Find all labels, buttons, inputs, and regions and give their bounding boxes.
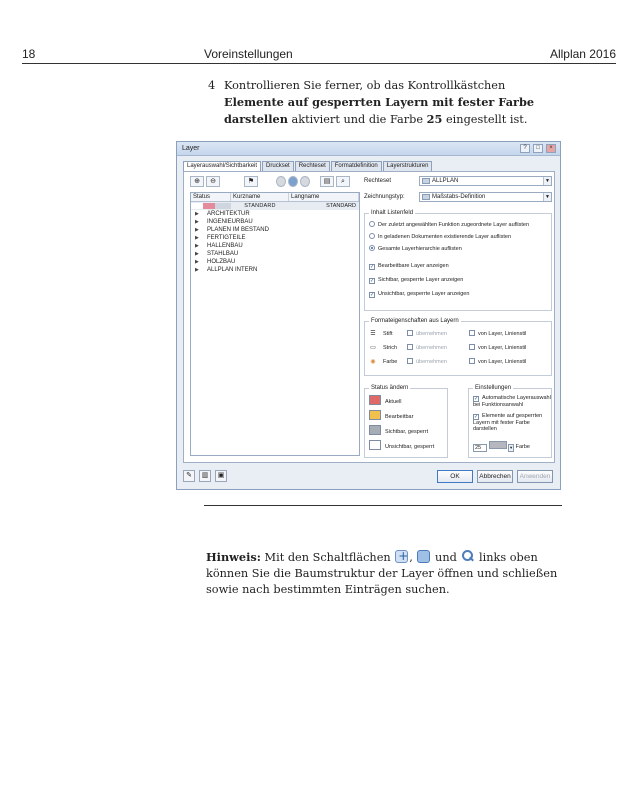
step-text-part: Kontrollieren Sie ferner, ob das Kontrollkästchen	[224, 79, 506, 92]
rechteset-icon	[422, 178, 430, 184]
status-circle-icon[interactable]	[276, 176, 286, 187]
tree-item[interactable]	[191, 218, 359, 226]
checkbox-label: Elemente auf gesperrten Layern mit fester Farbe darstellen	[473, 413, 543, 432]
step-4	[208, 78, 568, 128]
checkbox[interactable]	[469, 344, 475, 350]
radio-label: Gesamte Layerhierarchie auflisten	[378, 246, 462, 252]
tab-rechteset[interactable]: Rechteset	[295, 161, 330, 171]
status-sichtbar-gesperrt[interactable]	[369, 425, 428, 437]
status-label: Sichtbar, gesperrt	[385, 429, 429, 435]
checkbox-label: Bearbeitbare Layer anzeigen	[378, 263, 449, 269]
status-title: Status ändern	[371, 385, 409, 391]
line-type-icon: ▭	[370, 345, 376, 351]
color-swatch[interactable]	[489, 441, 507, 449]
checkbox-option[interactable]	[369, 262, 449, 270]
expand-arrow-icon[interactable]: ▶	[195, 235, 199, 241]
expand-arrow-icon[interactable]: ▶	[195, 251, 199, 257]
checkbox-label: Automatische Layerauswahl bei Funktionsanwahl	[473, 395, 551, 408]
tree-item-label: STAHLBAU	[207, 251, 239, 257]
take-label: übernehmen	[416, 359, 447, 365]
column-kurzname[interactable]: Kurzname	[231, 193, 289, 201]
visibility-icon[interactable]	[288, 176, 298, 187]
expand-arrow-icon[interactable]: ▶	[195, 243, 199, 249]
format-row-strich	[369, 344, 545, 353]
chevron-down-icon[interactable]: ▼	[543, 177, 551, 185]
step-text-part: eingestellt ist.	[442, 113, 528, 126]
chevron-down-icon[interactable]: ▼	[543, 193, 551, 201]
chevron-down-icon[interactable]: ▼	[509, 445, 514, 450]
collapse-tree-icon	[417, 550, 430, 563]
checkbox-option[interactable]	[369, 290, 469, 298]
format-name: Strich	[383, 345, 398, 351]
radio-button[interactable]	[369, 221, 375, 227]
page-number: 18	[22, 47, 36, 61]
dialog-titlebar	[177, 142, 560, 156]
expand-arrow-icon[interactable]: ▶	[195, 219, 199, 225]
take-option[interactable]	[407, 330, 447, 339]
layer-status-icon[interactable]: ⚑	[244, 176, 258, 187]
edit-icon[interactable]: ✎	[183, 470, 195, 482]
rechteset-value: ALLPLAN	[432, 178, 459, 184]
color-selector-row	[473, 441, 530, 452]
tree-item-label: ALLPLAN INTERN	[207, 267, 258, 273]
tree-item-label: FERTIGTEILE	[207, 235, 246, 241]
print-icon[interactable]: ▤	[320, 176, 334, 187]
pen-icon: ☰	[370, 331, 376, 337]
status-swatch	[191, 203, 231, 209]
auto-layer-option[interactable]	[473, 395, 551, 408]
close-icon[interactable]: ×	[546, 144, 556, 153]
format-name: Farbe	[383, 359, 398, 365]
rechteset-select[interactable]	[419, 176, 552, 186]
radio-label: In geladenen Dokumenten existierende Layer auflisten	[378, 234, 512, 240]
rechteset-row	[364, 176, 552, 186]
checkbox-checked[interactable]: ✓	[370, 292, 375, 298]
status-swatch	[369, 425, 381, 435]
tree-item[interactable]	[191, 242, 359, 250]
hint-text: und	[431, 551, 461, 564]
zeichnungstyp-icon	[422, 194, 430, 200]
expand-arrow-icon[interactable]: ▶	[195, 227, 199, 233]
zeichnungstyp-row	[364, 192, 552, 202]
standard-kurzname: STANDARD	[244, 203, 276, 209]
einstellungen-title: Einstellungen	[475, 385, 512, 391]
tree-item[interactable]	[191, 210, 359, 218]
hint-paragraph	[206, 549, 566, 598]
header-rule	[22, 63, 616, 64]
status-aktuell[interactable]	[369, 395, 402, 407]
checkbox-checked[interactable]: ✓	[474, 396, 479, 402]
expand-arrow-icon[interactable]: ▶	[195, 267, 199, 273]
tab-layerauswahl[interactable]: Layerauswahl/Sichtbarkeit	[183, 161, 261, 172]
dialog-footer	[183, 470, 555, 486]
tree-item-label: INGENIEURBAU	[207, 219, 253, 225]
status-unsichtbar-gesperrt[interactable]	[369, 440, 434, 452]
hint-text: links oben können Sie die Baumstruktur der Layer öffnen und schließen sowie nach bestimmten Einträgen suchen.	[206, 551, 558, 596]
status-swatch	[369, 440, 381, 450]
status-label: Bearbeitbar	[385, 414, 414, 420]
apply-button[interactable]: Anwenden	[517, 470, 553, 483]
standard-langname: STANDARD	[326, 203, 356, 209]
tree-item[interactable]	[191, 250, 359, 258]
radio-option[interactable]	[369, 221, 529, 229]
tree-header	[191, 193, 359, 202]
radio-button[interactable]	[369, 233, 375, 239]
expand-arrow-icon[interactable]: ▶	[195, 259, 199, 265]
help-icon[interactable]: ?	[520, 144, 530, 153]
tree-item-label: ARCHITEKTUR	[207, 211, 250, 217]
open-folder-icon[interactable]: ▥	[199, 470, 211, 482]
product-name: Allplan 2016	[549, 47, 616, 61]
radio-option[interactable]	[369, 233, 511, 241]
checkbox-checked[interactable]: ✓	[370, 264, 375, 270]
tree-item[interactable]	[191, 258, 359, 266]
from-layer-label: von Layer, Linienstil	[478, 345, 527, 351]
expand-arrow-icon[interactable]: ▶	[195, 211, 199, 217]
checkbox-label: Sichtbar, gesperrte Layer anzeigen	[378, 277, 464, 283]
color-number-field[interactable]: 25	[473, 444, 487, 452]
zeichnungstyp-select[interactable]	[419, 192, 552, 202]
from-layer-option[interactable]	[469, 344, 526, 353]
format-title: Formateigenschaften aus Layern	[371, 318, 459, 324]
search-icon[interactable]: ⌕	[336, 176, 350, 187]
tree-item-label: PLANEN IM BESTAND	[207, 227, 269, 233]
from-layer-option[interactable]	[469, 330, 526, 339]
column-langname[interactable]: Langname	[289, 193, 359, 201]
format-name: Stift	[383, 331, 393, 337]
inhalt-group	[364, 210, 552, 311]
tab-layerstrukturen[interactable]: Layerstrukturen	[383, 161, 433, 171]
fixed-color-option[interactable]	[473, 413, 551, 432]
expand-icon[interactable]: ⊕	[190, 176, 204, 187]
radio-option[interactable]	[369, 245, 462, 253]
take-label: übernehmen	[416, 331, 447, 337]
color-wheel-icon: ◉	[370, 359, 376, 365]
lock-circle-icon[interactable]	[300, 176, 310, 187]
tab-content	[183, 171, 555, 463]
color-label: Farbe	[515, 444, 530, 450]
from-layer-label: von Layer, Linienstil	[478, 331, 527, 337]
checkbox[interactable]	[407, 330, 413, 336]
maximize-icon[interactable]: □	[533, 144, 543, 153]
step-option-name: Elemente auf gesperrten Layern mit fester Farbe darstellen	[224, 95, 535, 126]
tree-item-label: HOLZBAU	[207, 259, 236, 265]
einstellungen-group	[468, 385, 552, 458]
tree-item-label: HALLENBAU	[207, 243, 243, 249]
tree-item[interactable]	[191, 226, 359, 234]
hint-text: Mit den Schaltflächen	[260, 551, 395, 564]
status-swatch	[369, 410, 381, 420]
hint-label: Hinweis:	[206, 550, 261, 564]
checkbox[interactable]	[469, 330, 475, 336]
step-number: 4	[208, 79, 216, 92]
checkbox-label: Unsichtbar, gesperrte Layer anzeigen	[378, 291, 470, 297]
take-option[interactable]	[407, 358, 447, 367]
checkbox[interactable]	[469, 358, 475, 364]
dialog-title: Layer	[182, 145, 200, 152]
status-swatch	[369, 395, 381, 405]
format-row-farbe	[369, 358, 545, 367]
status-bearbeitbar[interactable]	[369, 410, 413, 422]
radio-button-selected[interactable]	[369, 245, 375, 251]
checkbox[interactable]	[407, 358, 413, 364]
tree-row-standard[interactable]	[191, 202, 359, 210]
collapse-icon[interactable]: ⊖	[206, 176, 220, 187]
inhalt-title: Inhalt Listenfeld	[371, 210, 414, 216]
from-layer-option[interactable]	[469, 358, 526, 367]
checkbox-checked[interactable]: ✓	[474, 414, 479, 420]
layer-tree	[190, 192, 360, 456]
step-text-part: aktiviert und die Farbe	[287, 113, 427, 126]
from-layer-label: von Layer, Linienstil	[478, 359, 527, 365]
tree-toolbar	[190, 176, 350, 188]
take-label: übernehmen	[416, 345, 447, 351]
radio-label: Der zuletzt angewählten Funktion zugeordnete Layer auflisten	[378, 222, 530, 228]
take-option[interactable]	[407, 344, 447, 353]
ok-button[interactable]: OK	[437, 470, 473, 483]
checkbox-checked[interactable]: ✓	[370, 278, 375, 284]
save-icon[interactable]: ▣	[215, 470, 227, 482]
format-row-stift	[369, 330, 545, 339]
section-title: Voreinstellungen	[204, 47, 293, 61]
step-text	[224, 78, 568, 128]
tree-item[interactable]	[191, 234, 359, 242]
tree-item[interactable]	[191, 266, 359, 274]
status-group	[364, 385, 448, 458]
tab-formatdefinition[interactable]: Formatdefinition	[331, 161, 382, 171]
zeichnungstyp-label: Zeichnungstyp:	[364, 194, 405, 200]
tab-druckset[interactable]: Druckset	[262, 161, 294, 171]
expand-tree-icon	[395, 550, 408, 563]
checkbox[interactable]	[407, 344, 413, 350]
search-icon	[461, 550, 474, 563]
checkbox-option[interactable]	[369, 276, 463, 284]
hint-text: ,	[409, 551, 417, 564]
column-status[interactable]: Status	[191, 193, 231, 201]
layer-dialog	[176, 141, 561, 490]
step-color-number: 25	[426, 112, 443, 126]
format-group	[364, 318, 552, 376]
status-label: Aktuell	[385, 399, 402, 405]
rechteset-label: Rechteset	[364, 178, 392, 184]
section-rule	[204, 505, 562, 506]
zeichnungstyp-value: Maßstabs-Definition	[432, 194, 486, 200]
status-label: Unsichtbar, gesperrt	[385, 444, 435, 450]
cancel-button[interactable]: Abbrechen	[477, 470, 513, 483]
